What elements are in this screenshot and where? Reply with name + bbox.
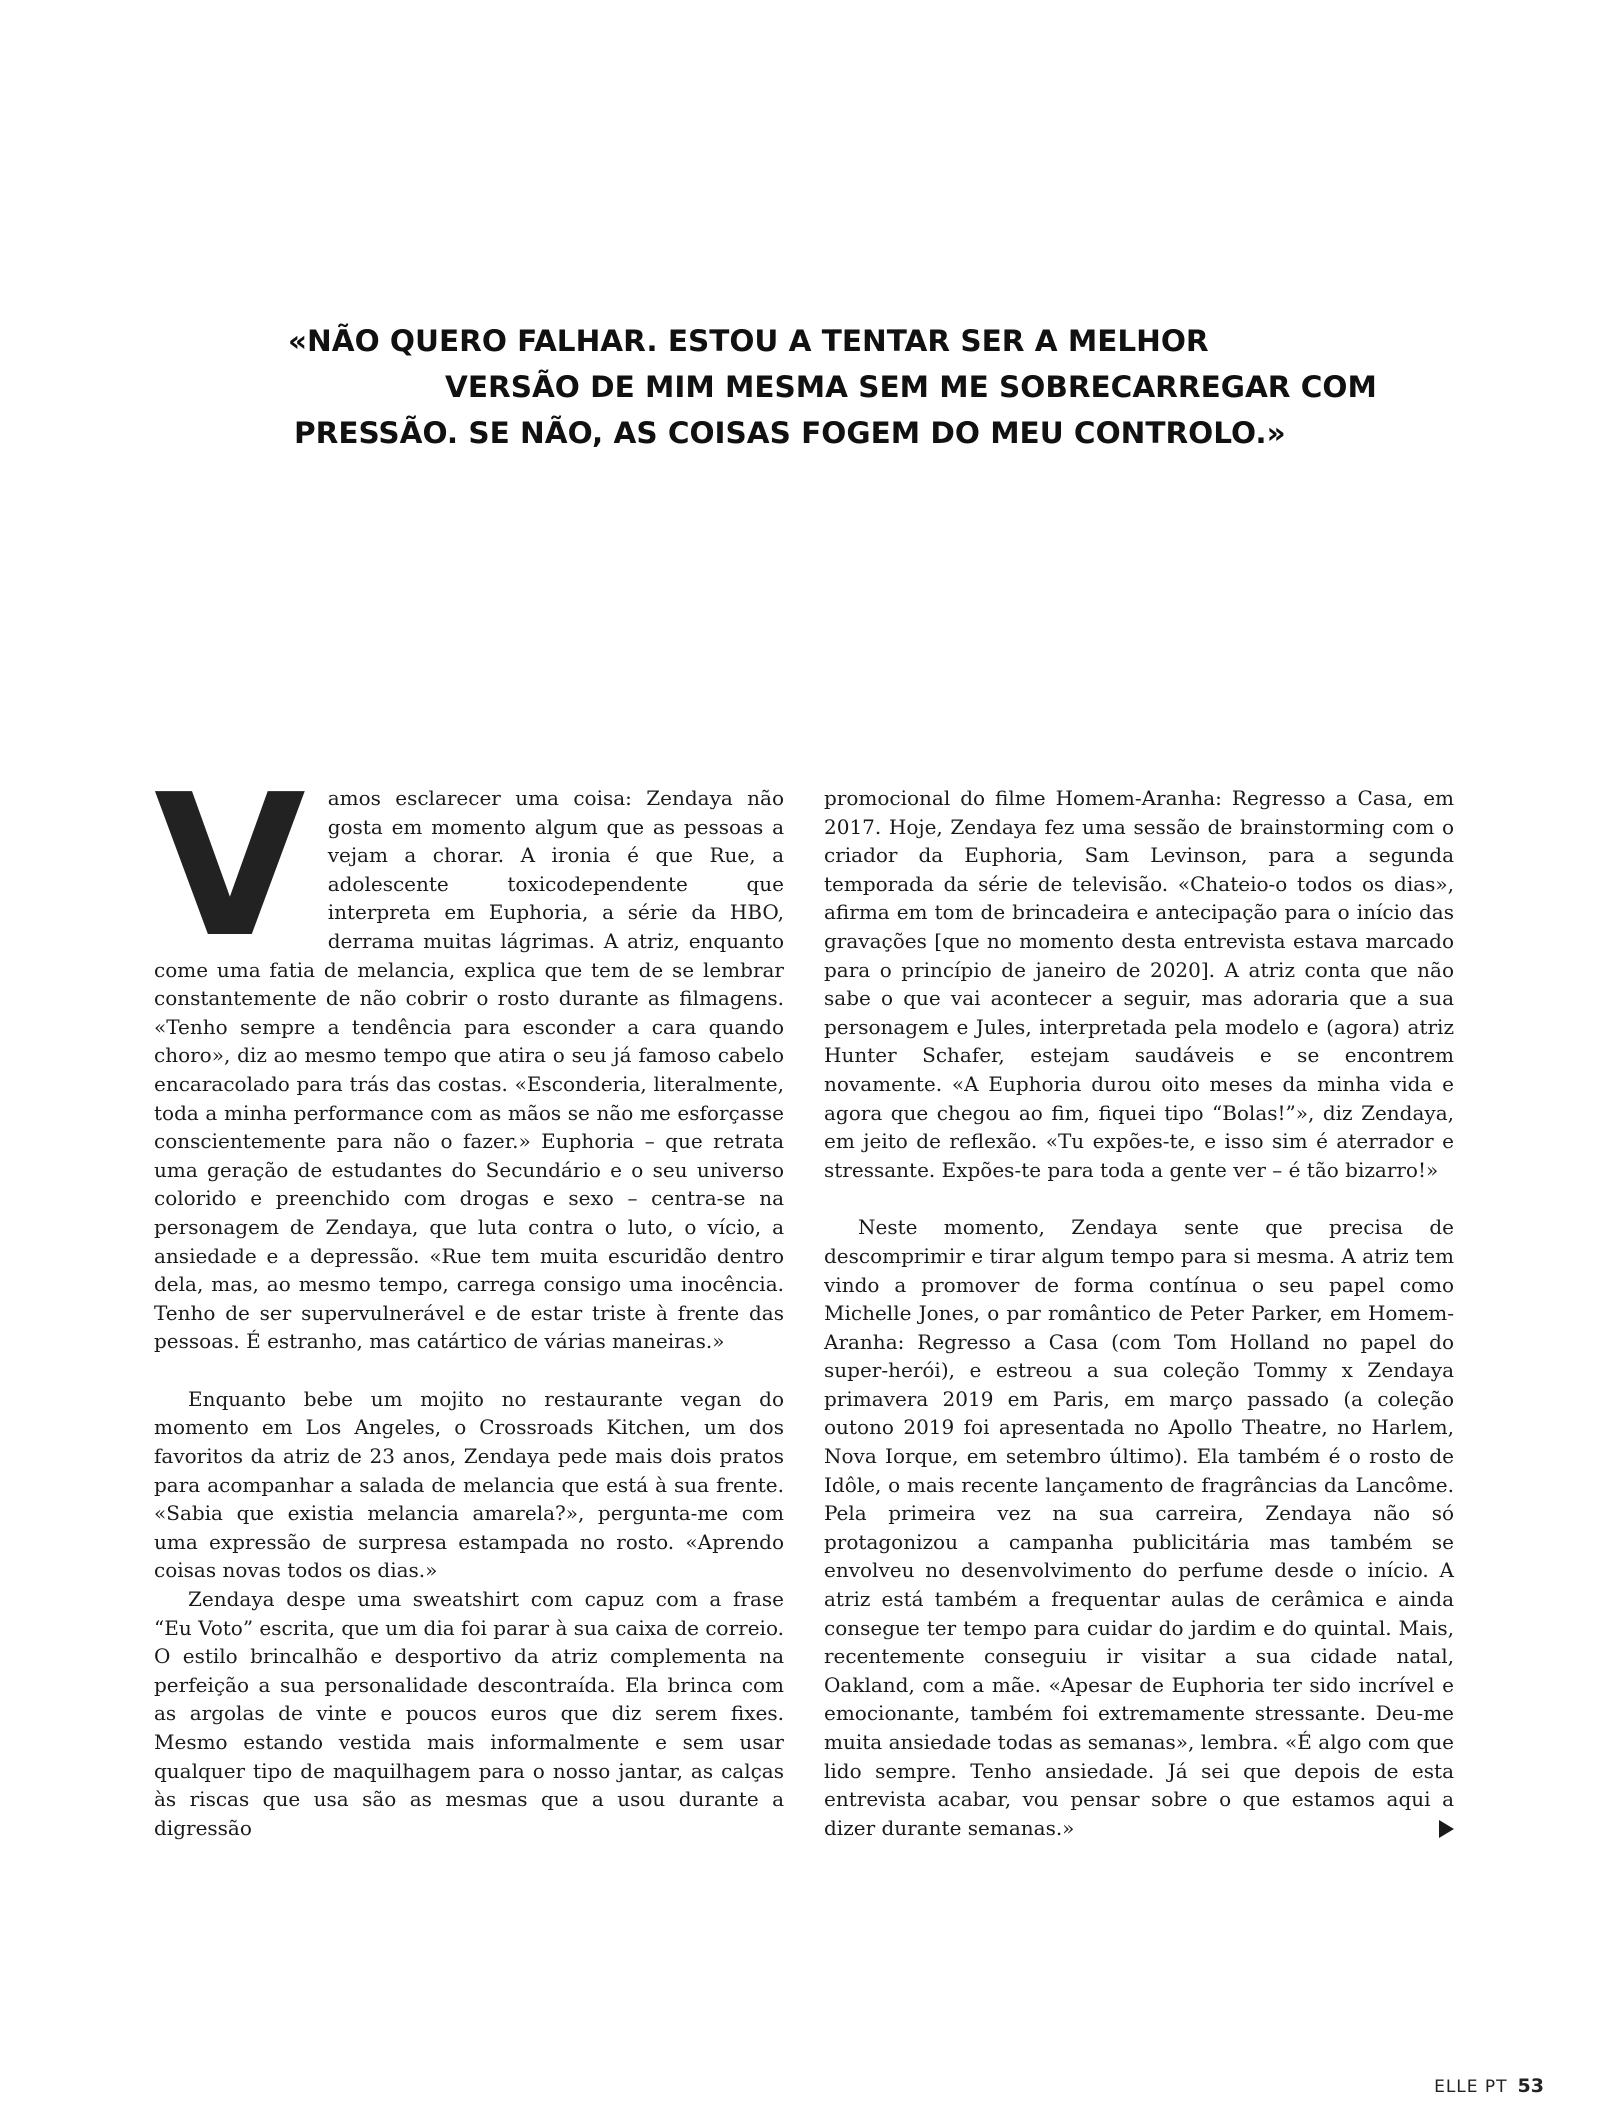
pull-quote-line-2: VERSÃO DE MIM MESMA SEM ME SOBRECARREGAR COM bbox=[445, 370, 1377, 404]
magazine-name: ELLE PT bbox=[1434, 2077, 1508, 2097]
drop-cap: V bbox=[154, 753, 306, 981]
pull-quote-line-1: «NÃO QUERO FALHAR. ESTOU A TENTAR SER A MELHOR bbox=[288, 324, 1209, 358]
paragraph: Zendaya despe uma sweatshirt com capuz com a frase “Eu Voto” escrita, que um dia foi parar à sua caixa de correio. O estilo brincalhão e desportivo da atriz complementa na perfeição a sua personalidade descontraída. Ela brinca com as argolas de vinte e poucos euros que diz serem fixes. Mesmo estando vestida mais informalmente e sem usar qualquer tipo de maquilhagem para o nosso jantar, as calças às riscas que usa são as mesmas que a usou durante a digressão bbox=[154, 1587, 784, 1840]
page-folio bbox=[1434, 2075, 1544, 2097]
paragraph bbox=[824, 1213, 1454, 1842]
paragraph: promocional do filme Homem-Aranha: Regresso a Casa, em 2017. Hoje, Zendaya fez uma sessão de brainstorming com o criador da Euphoria, Sam Levinson, para a segunda temporada da série de televisão. «Chateio-o todos os dias», afirma em tom de brincadeira e antecipação para o início das gravações [que no momento desta entrevista estava marcado para o princípio de janeiro de 2020]. A atriz conta que não sabe o que vai acontecer a seguir, mas adoraria que a sua personagem e Jules, interpretada pela modelo e (agora) atriz Hunter Schafer, estejam saudáveis e se encontrem novamente. «A Euphoria durou oito meses da minha vida e agora que chegou ao fim, fiquei tipo “Bolas!”», diz Zendaya, em jeito de reflexão. «Tu expões-te, e isso sim é aterrador e stressante. Expões-te para toda a gente ver – é tão bizarro!» bbox=[824, 786, 1454, 1182]
pull-quote bbox=[288, 318, 1377, 456]
article-column-left bbox=[154, 753, 784, 1842]
pull-quote-line-3: PRESSÃO. SE NÃO, AS COISAS FOGEM DO MEU CONTROLO.» bbox=[294, 416, 1286, 450]
play-triangle-icon bbox=[1439, 1820, 1454, 1838]
paragraph: Enquanto bebe um mojito no restaurante vegan do momento em Los Angeles, o Crossroads Kitchen, um dos favoritos da atriz de 23 anos, Zendaya pede mais dois pratos para acompanhar a salada de melancia que está à sua frente. «Sabia que existia melancia amarela?», pergunta-me com uma expressão de surpresa estampada no rosto. «Aprendo coisas novas todos os dias.» bbox=[154, 1386, 784, 1583]
page-number: 53 bbox=[1517, 2075, 1544, 2097]
paragraph: amos esclarecer uma coisa: Zendaya não gosta em momento algum que as pessoas a vejam a chorar. A ironia é que Rue, a adolescente toxicodependente que interpreta em Euphoria, a série da HBO, derrama muitas lágrimas. A atriz, enquanto come uma fatia de melancia, explica que tem de se lembrar constantemente de não cobrir o rosto durante as filmagens. «Tenho sempre a tendência para esconder a cara quando choro», diz ao mesmo tempo que atira o seu já famoso cabelo encaracolado para trás das costas. «Esconderia, literalmente, toda a minha performance com as mãos se não me esforçasse conscientemente para não o fazer.» Euphoria – que retrata uma geração de estudantes do Secundário e o seu universo colorido e preenchido com drogas e sexo – centra-se na personagem de Zendaya, que luta contra o luto, o vício, a ansiedade e a depressão. «Rue tem muita escuridão dentro dela, mas, ao mesmo tempo, carrega consigo uma inocência. Tenho de ser supervulnerável e de estar triste à frente das pessoas. É estranho, mas catártico de várias maneiras.» bbox=[154, 786, 784, 1354]
article-column-right bbox=[824, 784, 1454, 1842]
paragraph-text: Neste momento, Zendaya sente que precisa de descomprimir e tirar algum tempo para si mesma. A atriz tem vindo a promover de forma contínua o seu papel como Michelle Jones, o par romântico de Peter Parker, em Homem-Aranha: Regresso a Casa (com Tom Holland no papel do super-herói), e estreou a sua coleção Tommy x Zendaya primavera 2019 em Paris, em março passado (a coleção outono 2019 foi apresentada no Apollo Theatre, no Harlem, Nova Iorque, em setembro último). Ela também é o rosto de Idôle, o mais recente lançamento de fragrâncias da Lancôme. Pela primeira vez na sua carreira, Zendaya não só protagonizou a campanha publicitária mas também se envolveu no desenvolvimento do perfume desde o início. A atriz está também a frequentar aulas de cerâmica e ainda consegue ter tempo para cuidar do jardim e do quintal. Mais, recentemente conseguiu ir visitar a sua cidade natal, Oakland, com a mãe. «Apesar de Euphoria ter sido incrível e emocionante, também foi extremamente stressante. Deu-me muita ansiedade todas as semanas», lembra. «É algo com que lido sempre. Tenho ansiedade. Já sei que depois de esta entrevista acabar, vou pensar sobre o que estamos aqui a dizer durante semanas.» bbox=[824, 1215, 1454, 1840]
